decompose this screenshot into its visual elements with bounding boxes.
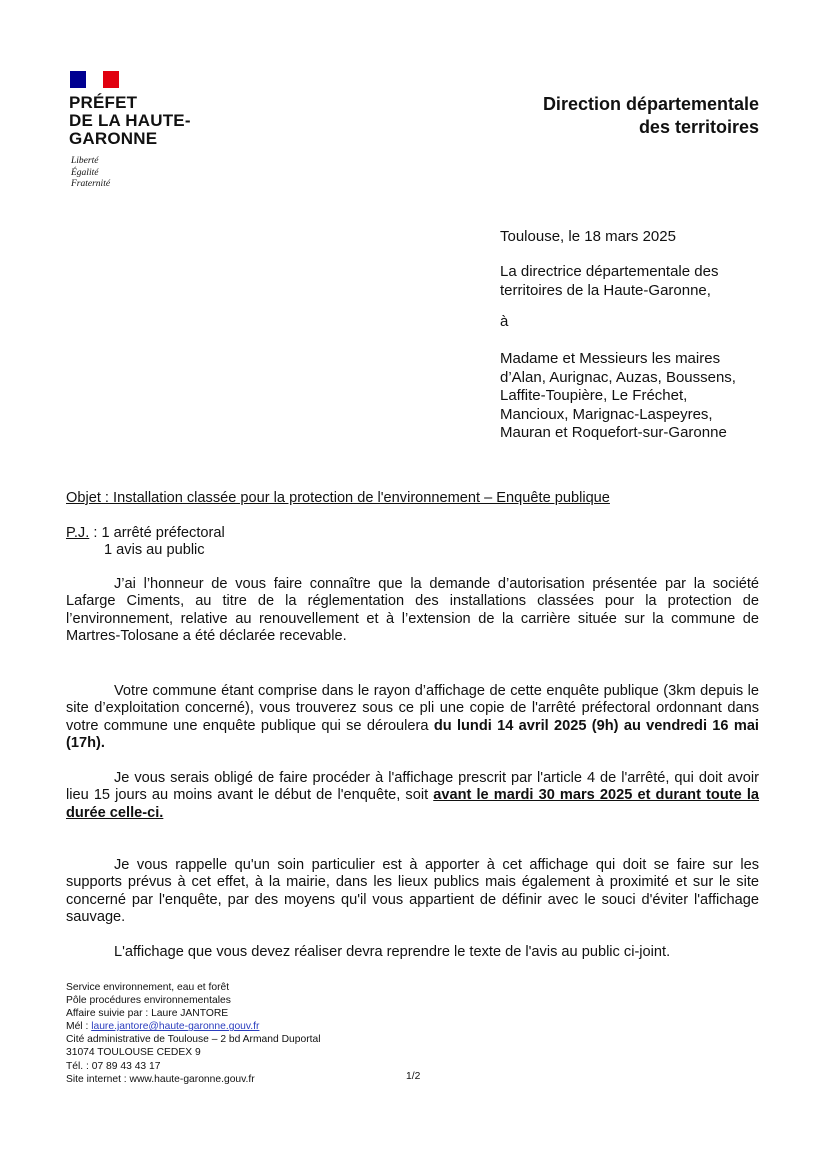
affichage-deadline: avant le mardi 30 mars 2025 et durant toute la durée celle-ci. [66, 787, 759, 821]
page-number: 1/2 [406, 1071, 421, 1082]
paragraph-2 [66, 683, 759, 753]
recipient-line: Mancioux, Marignac-Laspeyres, [500, 405, 713, 423]
sender-block [500, 263, 718, 300]
republic-motto [71, 156, 110, 191]
paragraph-3 [66, 770, 759, 822]
direction-line: des territoires [638, 117, 759, 137]
pj-label: P.J. [66, 525, 90, 541]
footer-affaire: Affaire suivie par : Laure JANTORE [66, 1008, 229, 1020]
p2-text: Votre commune étant comprise dans le rayon d’affichage de cette enquête publique (3km depuis le site d’exploitation concerné), vous trouverez sous ce pli une copie de l'arrêté préfectoral ordonnant dans votre commune une enquête publique qui se déroulera [66, 683, 759, 734]
direction-line: Direction départementale [542, 94, 759, 114]
motto-line: Liberté [71, 156, 99, 166]
footer-pole: Pôle procédures environnementales [66, 995, 231, 1007]
recipient-line: Mauran et Roquefort-sur-Garonne [500, 424, 727, 441]
attachments [66, 525, 759, 560]
recipient-line: Madame et Messieurs les maires [500, 350, 721, 367]
attachment-item: 1 arrêté préfectoral [101, 525, 225, 541]
logo-line: GARONNE [69, 129, 158, 148]
date-line: Toulouse, le 18 mars 2025 [500, 228, 676, 245]
motto-line: Fraternité [71, 179, 111, 189]
paragraph-1: J’ai l’honneur de vous faire connaître que la demande d’autorisation présentée par la société Lafarge Ciments, au titre de la réglementation des installations classées pour la protection de l’environnement, relative au renouvellement et à l’extension de la carrière située sur la commune de Martres-Tolosane a été déclarée recevable. [66, 576, 759, 645]
recipient-line: d’Alan, Aurignac, Auzas, Boussens, [500, 368, 736, 386]
footer-service: Service environnement, eau et forêt [66, 982, 230, 993]
subject-line: Objet : Installation classée pour la protection de l'environnement – Enquête publique [66, 490, 610, 506]
footer-city: 31074 TOULOUSE CEDEX 9 [66, 1047, 201, 1059]
paragraph-5: L'affichage que vous devez réaliser devra reprendre le texte de l'avis au public ci-joint. [114, 944, 671, 960]
enquete-dates: du lundi 14 avril 2025 (9h) au vendredi 16 mai (17h). [66, 717, 759, 752]
sender-line: territoires de la Haute-Garonne, [500, 281, 711, 299]
p3-text: Je vous serais obligé de faire procéder à l'affichage prescrit par l'article 4 de l'arrêté, qui doit avoir lieu 15 jours au moins avant le début de l'enquête, soit [66, 770, 759, 804]
footer-contact [66, 981, 321, 1086]
a-line: à [500, 313, 509, 330]
logo-line: PRÉFET [69, 93, 138, 112]
paragraph-4: Je vous rappelle qu'un soin particulier est à apporter à cet affichage qui doit se faire sur les supports prévus à cet effet, à la mairie, dans les lieux publics mais également à proximité et sur le site concerné par l'enquête, par des moyens qu'il vous appartient de définir avec le souci d'éviter l'affichage sauvage. [66, 857, 759, 926]
footer-address: Cité administrative de Toulouse – 2 bd Armand Duportal [66, 1034, 321, 1046]
prefet-logo-title [69, 94, 191, 148]
footer-website: Site internet : www.haute-garonne.gouv.fr [66, 1073, 255, 1085]
mel-label: Mél : [66, 1021, 92, 1033]
recipients-block [500, 350, 736, 443]
logo-line: DE LA HAUTE- [69, 111, 191, 130]
pj-sep: : [89, 525, 102, 541]
sender-line: La directrice départementale des [500, 263, 719, 280]
recipient-line: Laffite-Toupière, Le Fréchet, [500, 387, 688, 404]
motto-line: Égalité [71, 167, 99, 178]
email-link[interactable]: laure.jantore@haute-garonne.gouv.fr [91, 1021, 260, 1033]
footer-phone: Tél. : 07 89 43 43 17 [66, 1060, 161, 1072]
direction-heading [543, 93, 759, 139]
marianne-flag-logo [70, 71, 119, 88]
attachment-item: 1 avis au public [104, 542, 205, 559]
